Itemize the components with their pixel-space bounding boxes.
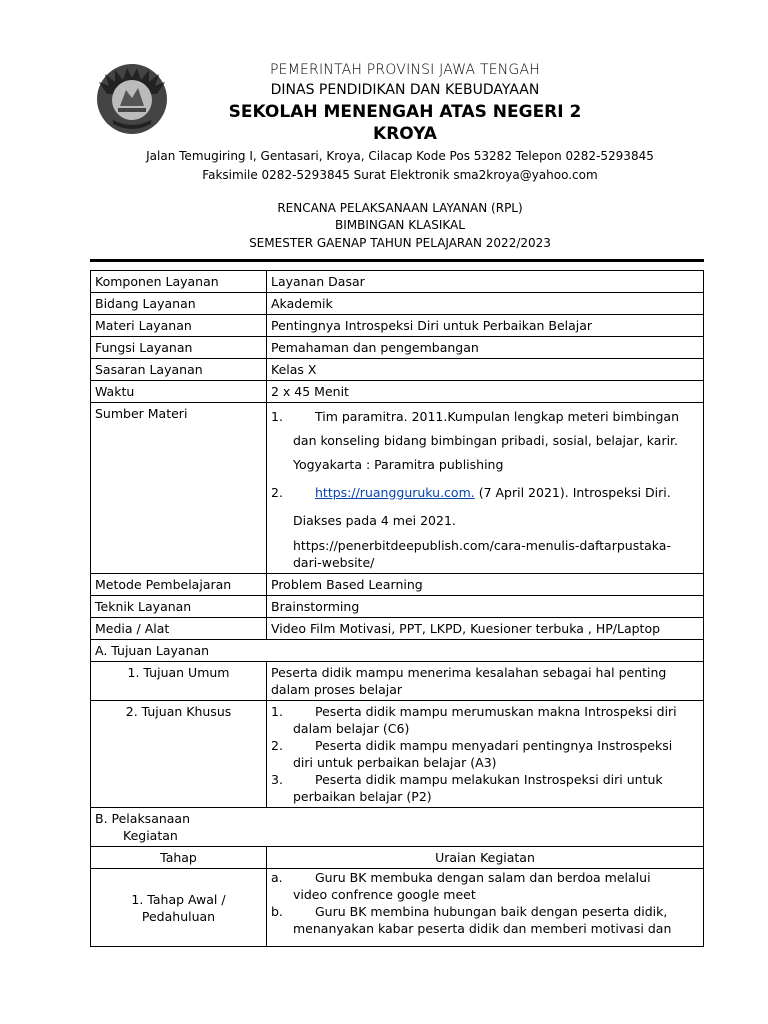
- list-text: diri untuk perbaikan belajar (A3): [293, 755, 497, 770]
- tahap-label-line2: Pedahuluan: [141, 908, 216, 924]
- section-heading: A. Tujuan Layanan: [91, 640, 704, 662]
- sumber-text: dari-website/: [293, 555, 375, 570]
- column-header-tahap: Tahap: [91, 847, 267, 869]
- list-number: 2.: [271, 485, 283, 500]
- column-header-uraian: Uraian Kegiatan: [267, 847, 704, 869]
- list-text: Guru BK membuka dengan salam dan berdoa melalui: [315, 870, 651, 885]
- row-label: Bidang Layanan: [91, 293, 267, 315]
- rpl-table: [90, 270, 704, 947]
- row-value: Kelas X: [267, 359, 704, 381]
- row-label: Teknik Layanan: [91, 596, 267, 618]
- column-header-row: [91, 847, 704, 869]
- row-value: Akademik: [267, 293, 704, 315]
- row-value: Brainstorming: [267, 596, 704, 618]
- list-letter: a.: [271, 870, 283, 885]
- header-province: PEMERINTAH PROVINSI JAWA TENGAH: [270, 62, 540, 78]
- uraian-list: [267, 869, 704, 947]
- document-semester: SEMESTER GAENAP TAHUN PELAJARAN 2022/2023: [249, 236, 551, 250]
- list-text: Peserta didik mampu menyadari pentingnya Instrospeksi: [315, 738, 673, 753]
- provincial-emblem-logo: [93, 60, 171, 138]
- row-label: 1. Tujuan Umum: [91, 662, 267, 701]
- table-row: [91, 618, 704, 640]
- section-row-pelaksanaan: [91, 808, 704, 847]
- header-department: DINAS PENDIDIKAN DAN KEBUDAYAAN: [270, 82, 540, 98]
- row-value: Pentingnya Introspeksi Diri untuk Perbaikan Belajar: [267, 315, 704, 337]
- list-text: dalam belajar (C6): [293, 721, 410, 736]
- table-row: [91, 271, 704, 293]
- row-label: Sasaran Layanan: [91, 359, 267, 381]
- list-text: Guru BK membina hubungan baik dengan peserta didik,: [315, 904, 668, 919]
- list-number: 1.: [271, 704, 283, 719]
- row-label: Media / Alat: [91, 618, 267, 640]
- table-row: [91, 596, 704, 618]
- list-text: menanyakan kabar peserta didik dan memberi motivasi dan: [293, 921, 672, 936]
- table-row: [91, 574, 704, 596]
- row-value: Layanan Dasar: [267, 271, 704, 293]
- list-letter: b.: [271, 904, 283, 919]
- table-row: [91, 381, 704, 403]
- sumber-text: Tim paramitra. 2011.Kumpulan lengkap meteri bimbingan: [315, 409, 679, 424]
- row-value: 2 x 45 Menit: [267, 381, 704, 403]
- row-label: Waktu: [91, 381, 267, 403]
- row-value: Video Film Motivasi, PPT, LKPD, Kuesioner terbuka , HP/Laptop: [267, 618, 704, 640]
- row-label: Metode Pembelajaran: [91, 574, 267, 596]
- row-label: 2. Tujuan Khusus: [91, 701, 267, 808]
- table-row: [91, 662, 704, 701]
- section-heading-line2: Kegiatan: [123, 828, 178, 843]
- section-heading-line1: B. Pelaksanaan: [95, 811, 191, 826]
- table-row: [91, 701, 704, 808]
- header-divider: [90, 259, 704, 262]
- list-number: 2.: [271, 738, 283, 753]
- list-number: 1.: [271, 409, 283, 424]
- table-row: [91, 869, 704, 947]
- tahap-label: [91, 869, 267, 947]
- list-text: perbaikan belajar (P2): [293, 789, 432, 804]
- row-label: Sumber Materi: [91, 403, 267, 574]
- table-row-sumber: [91, 403, 704, 574]
- tujuan-khusus-list: [267, 701, 704, 808]
- list-number: 3.: [271, 772, 283, 787]
- header-school-name: SEKOLAH MENENGAH ATAS NEGERI 2: [228, 102, 582, 122]
- sumber-text: Yogyakarta : Paramitra publishing: [293, 457, 504, 472]
- sumber-list: [267, 403, 704, 574]
- table-row: [91, 315, 704, 337]
- sumber-text: Diakses pada 4 mei 2021.: [293, 513, 456, 528]
- row-label: Fungsi Layanan: [91, 337, 267, 359]
- sumber-text: https://penerbitdeepublish.com/cara-menulis-daftarpustaka-: [293, 538, 671, 553]
- list-text: Peserta didik mampu merumuskan makna Introspeksi diri: [315, 704, 677, 719]
- table-row: [91, 337, 704, 359]
- table-row: [91, 359, 704, 381]
- header-school-location: KROYA: [373, 124, 437, 144]
- sumber-text: (7 April 2021). Introspeksi Diri.: [474, 485, 671, 500]
- sumber-text: dan konseling bidang bimbingan pribadi, sosial, belajar, karir.: [293, 433, 679, 448]
- header-address: Jalan Temugiring I, Gentasari, Kroya, Cilacap Kode Pos 53282 Telepon 0282-5293845: [146, 149, 654, 163]
- row-value: Problem Based Learning: [267, 574, 704, 596]
- row-label: Materi Layanan: [91, 315, 267, 337]
- list-text: Peserta didik mampu melakukan Instrospeksi diri untuk: [315, 772, 663, 787]
- table-row: [91, 293, 704, 315]
- header-contact: Faksimile 0282-5293845 Surat Elektronik sma2kroya@yahoo.com: [202, 168, 598, 182]
- section-heading: [91, 808, 704, 847]
- row-value: Peserta didik mampu menerima kesalahan sebagai hal penting dalam proses belajar: [267, 662, 704, 701]
- source-link[interactable]: https://ruangguruku.com.: [315, 485, 475, 500]
- row-value: Pemahaman dan pengembangan: [267, 337, 704, 359]
- list-text: video confrence google meet: [293, 887, 476, 902]
- row-label: Komponen Layanan: [91, 271, 267, 293]
- tahap-label-line1: 1. Tahap Awal /: [131, 891, 226, 907]
- document-subtitle: BIMBINGAN KLASIKAL: [335, 218, 465, 232]
- document-title: RENCANA PELAKSANAAN LAYANAN (RPL): [277, 201, 523, 215]
- section-row-tujuan: [91, 640, 704, 662]
